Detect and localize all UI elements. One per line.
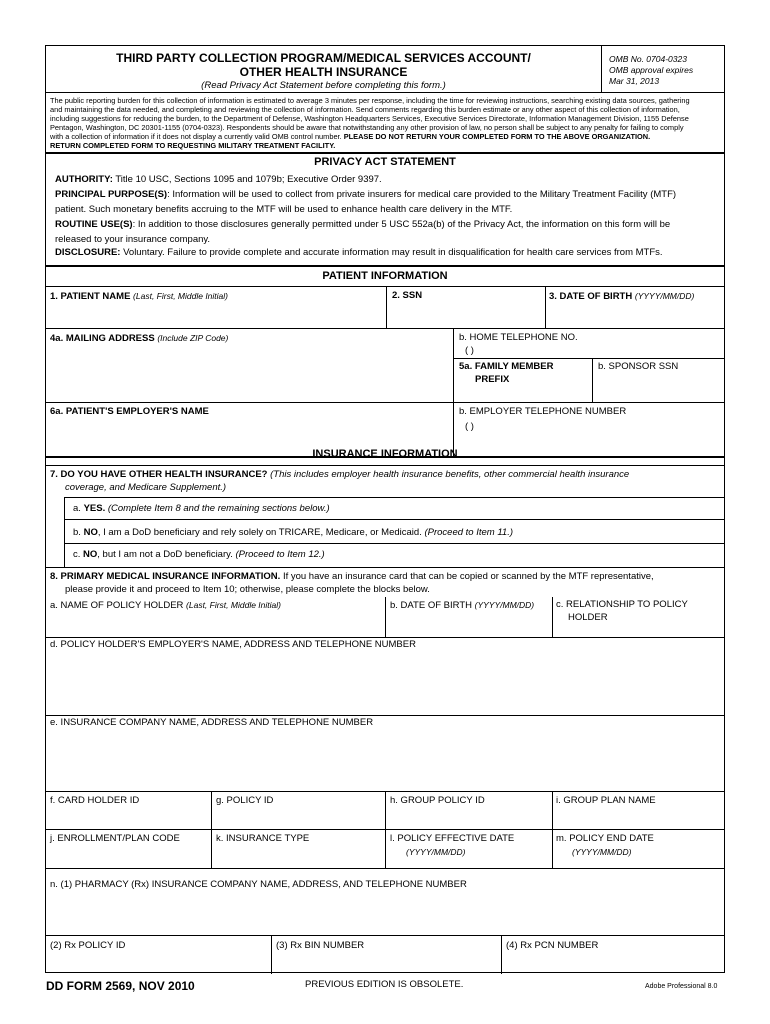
patient-heading: PATIENT INFORMATION [322,270,448,282]
option-yes-hint: (Complete Item 8 and the remaining sections below.) [107,503,330,514]
q7-hint2: coverage, and Medicare Supplement.) [65,482,227,493]
policy-holder-name-label [50,599,281,612]
purpose-label: PRINCIPAL PURPOSE(S) [55,189,168,200]
form-subtitle: (Read Privacy Act Statement before completing this form.) [201,80,446,91]
policy-id-field[interactable] [212,808,384,828]
form-frame [45,45,725,973]
omb-number: OMB No. 0704-0323 [609,54,687,64]
rx-bin-label: (3) Rx BIN NUMBER [276,940,365,951]
routine-text1: : In addition to those disclosures generally permitted under 5 USC 552a(b) of the Privacy Act, the information on this form will be [132,219,671,230]
home-phone-field[interactable]: ( ) [465,345,474,356]
software-note: Adobe Professional 8.0 [645,983,718,990]
insurance-heading: INSURANCE INFORMATION [312,448,458,460]
burden-line3: including suggestions for reducing the burden, to the Department of Defense, Washington Headquarters Services, Executive Services Directorate, Information Management Division, 1155 Defense [50,114,689,123]
family-prefix-label: 5a. FAMILY MEMBER [459,361,554,372]
insurance-type-field[interactable] [212,846,384,867]
burden-line2: and maintaining the data needed, and completing and reviewing the collection of information. Send comments regarding this burden estimate or any other aspect of this collection of information, [50,105,680,114]
group-plan-name-field[interactable] [553,808,724,828]
form-id: DD FORM 2569, NOV 2010 [46,979,195,993]
dob-title: 3. DATE OF BIRTH [549,291,633,302]
group-policy-id-field[interactable] [386,808,551,828]
privacy-authority [55,172,715,187]
mailing-address-field[interactable] [47,345,452,401]
rx-bin-field[interactable] [272,953,500,972]
authority-label: AUTHORITY: [55,174,113,185]
end-date-label: m. POLICY END DATE [556,833,654,844]
omb-expires: OMB approval expires [609,65,694,75]
q7-line1 [50,469,629,481]
dob-field[interactable] [546,303,724,327]
policy-holder-dob-label [390,599,534,612]
routine-label: ROUTINE USE(S) [55,219,133,230]
q8-text1: If you have an insurance card that can be copied or scanned by the MTF representative, [282,571,654,582]
purpose-text1: : Information will be used to collect from private insurers for medical care provided to the Military Treatment Facility (MTF) [167,189,677,200]
option-no-nondod[interactable] [73,549,325,561]
home-phone-label: b. HOME TELEPHONE NO. [459,332,578,343]
pharmacy-company-label: n. (1) PHARMACY (Rx) INSURANCE COMPANY NAME, ADDRESS, AND TELEPHONE NUMBER [50,879,467,890]
employer-name-label: 6a. PATIENT'S EMPLOYER'S NAME [50,406,209,417]
burden-line4: Pentagon, Washington, DC 20301-1155 (0704-0323). Respondents should be aware that notwithstanding any other provision of law, no person shall be subject to any penalty for failing to comply [50,123,684,132]
policy-holder-name-title: a. NAME OF POLICY HOLDER [50,600,184,611]
q8-text2: please provide it and proceed to Item 10; otherwise, please complete the blocks below. [65,584,430,595]
privacy-disclosure [55,245,715,260]
option-no-dod-hint: (Proceed to Item 11.) [424,527,514,538]
card-holder-id-label: f. CARD HOLDER ID [50,795,140,806]
option-yes[interactable] [73,503,330,515]
rx-policy-id-label: (2) Rx POLICY ID [50,940,126,951]
burden-line5a: with a collection of information if it does not display a currently valid OMB control number. [50,132,342,141]
dob-label [549,290,694,303]
rx-policy-id-field[interactable] [47,953,270,972]
relationship-label: c. RELATIONSHIP TO POLICY [556,599,688,610]
option-yes-bold: YES. [83,503,106,514]
ssn-label: 2. SSN [392,290,423,301]
family-prefix-field[interactable] [454,386,591,401]
privacy-routine-cont: released to your insurance company. [55,234,211,245]
patient-name-hint: (Last, First, Middle Initial) [133,291,228,301]
employer-phone-label: b. EMPLOYER TELEPHONE NUMBER [459,406,627,417]
rx-pcn-label: (4) Rx PCN NUMBER [506,940,599,951]
option-no-nondod-bold: NO [83,549,98,560]
insurance-company-field[interactable] [47,730,723,790]
burden-line5b: PLEASE DO NOT RETURN YOUR COMPLETED FORM TO THE ABOVE ORGANIZATION. [343,132,651,141]
card-holder-id-field[interactable] [47,808,210,828]
option-no-dod-bold: NO [83,527,98,538]
policy-id-label: g. POLICY ID [216,795,274,806]
disclosure-label: DISCLOSURE: [55,247,121,258]
effective-date-hint: (YYYY/MM/DD) [406,847,466,857]
group-plan-name-label: i. GROUP PLAN NAME [556,795,656,806]
mailing-address-hint: (Include ZIP Code) [157,333,229,343]
burden-line1: The public reporting burden for this collection of information is estimated to average 3 minutes per response, including the time for reviewing instructions, searching existing data sources, gathering [50,96,690,105]
disclosure-text: Voluntary. Failure to provide complete and accurate information may result in disqualification for health care services from MTFs. [123,247,663,258]
enrollment-code-field[interactable] [47,846,210,867]
q8-label: 8. PRIMARY MEDICAL INSURANCE INFORMATION. [50,571,281,582]
employer-info-field[interactable] [47,652,723,714]
insurance-type-label: k. INSURANCE TYPE [216,833,310,844]
privacy-purpose [55,187,715,202]
mailing-address-label [50,332,228,345]
option-no-dod[interactable] [73,527,513,539]
privacy-routine [55,217,715,232]
end-date-field[interactable] [553,856,724,867]
mailing-address-title: 4a. MAILING ADDRESS [50,333,155,344]
q7-hint1: (This includes employer health insurance benefits, other commercial health insurance [270,469,630,480]
burden-line5 [50,132,650,141]
end-date-hint: (YYYY/MM/DD) [572,847,632,857]
ssn-field[interactable] [387,303,544,327]
policy-holder-dob-hint: (YYYY/MM/DD) [474,600,535,610]
patient-name-title: 1. PATIENT NAME [50,291,131,302]
enrollment-code-label: j. ENROLLMENT/PLAN CODE [50,833,180,844]
burden-line6: RETURN COMPLETED FORM TO REQUESTING MILITARY TREATMENT FACILITY. [50,141,336,150]
form-title-line2: OTHER HEALTH INSURANCE [239,65,408,79]
group-policy-id-label: h. GROUP POLICY ID [390,795,485,806]
option-yes-prefix: a. [73,503,81,514]
option-no-dod-text: , I am a DoD beneficiary and rely solely on TRICARE, Medicare, or Medicaid. [97,527,422,538]
relationship-label2: HOLDER [568,612,608,623]
effective-date-field[interactable] [386,856,551,867]
policy-holder-dob-title: b. DATE OF BIRTH [390,600,472,611]
family-prefix-label2: PREFIX [475,374,510,385]
patient-name-field[interactable] [47,303,385,327]
option-no-dod-prefix: b. [73,527,81,538]
q7-label: 7. DO YOU HAVE OTHER HEALTH INSURANCE? [50,469,268,480]
patient-name-label [50,290,228,303]
rx-pcn-field[interactable] [502,953,724,972]
privacy-purpose-cont: patient. Such monetary benefits accruing to the MTF will be used to enhance health care delivery in the MTF. [55,204,513,215]
form-title-line1: THIRD PARTY COLLECTION PROGRAM/MEDICAL SERVICES ACCOUNT/ [116,51,531,65]
policy-holder-dob-field[interactable] [386,612,551,636]
edition-notice: PREVIOUS EDITION IS OBSOLETE. [305,979,464,990]
omb-date: Mar 31, 2013 [609,76,660,86]
option-no-nondod-text: , but I am not a DoD beneficiary. [97,549,233,560]
effective-date-label: l. POLICY EFFECTIVE DATE [390,833,515,844]
option-no-nondod-prefix: c. [73,549,81,560]
q8-line1 [50,571,654,583]
sponsor-ssn-field[interactable] [593,374,724,401]
policy-holder-name-field[interactable] [47,612,384,636]
employer-info-label: d. POLICY HOLDER'S EMPLOYER'S NAME, ADDRESS AND TELEPHONE NUMBER [50,639,416,650]
authority-text: Title 10 USC, Sections 1095 and 1079b; Executive Order 9397. [115,174,382,185]
option-no-nondod-hint: (Proceed to Item 12.) [235,549,325,560]
dob-hint: (YYYY/MM/DD) [634,291,695,301]
privacy-heading: PRIVACY ACT STATEMENT [314,156,456,168]
sponsor-ssn-label: b. SPONSOR SSN [598,361,679,372]
insurance-company-label: e. INSURANCE COMPANY NAME, ADDRESS AND TELEPHONE NUMBER [50,717,374,728]
pharmacy-company-field[interactable] [47,892,723,934]
policy-holder-name-hint: (Last, First, Middle Initial) [186,600,281,610]
employer-phone-field[interactable]: ( ) [465,421,474,432]
